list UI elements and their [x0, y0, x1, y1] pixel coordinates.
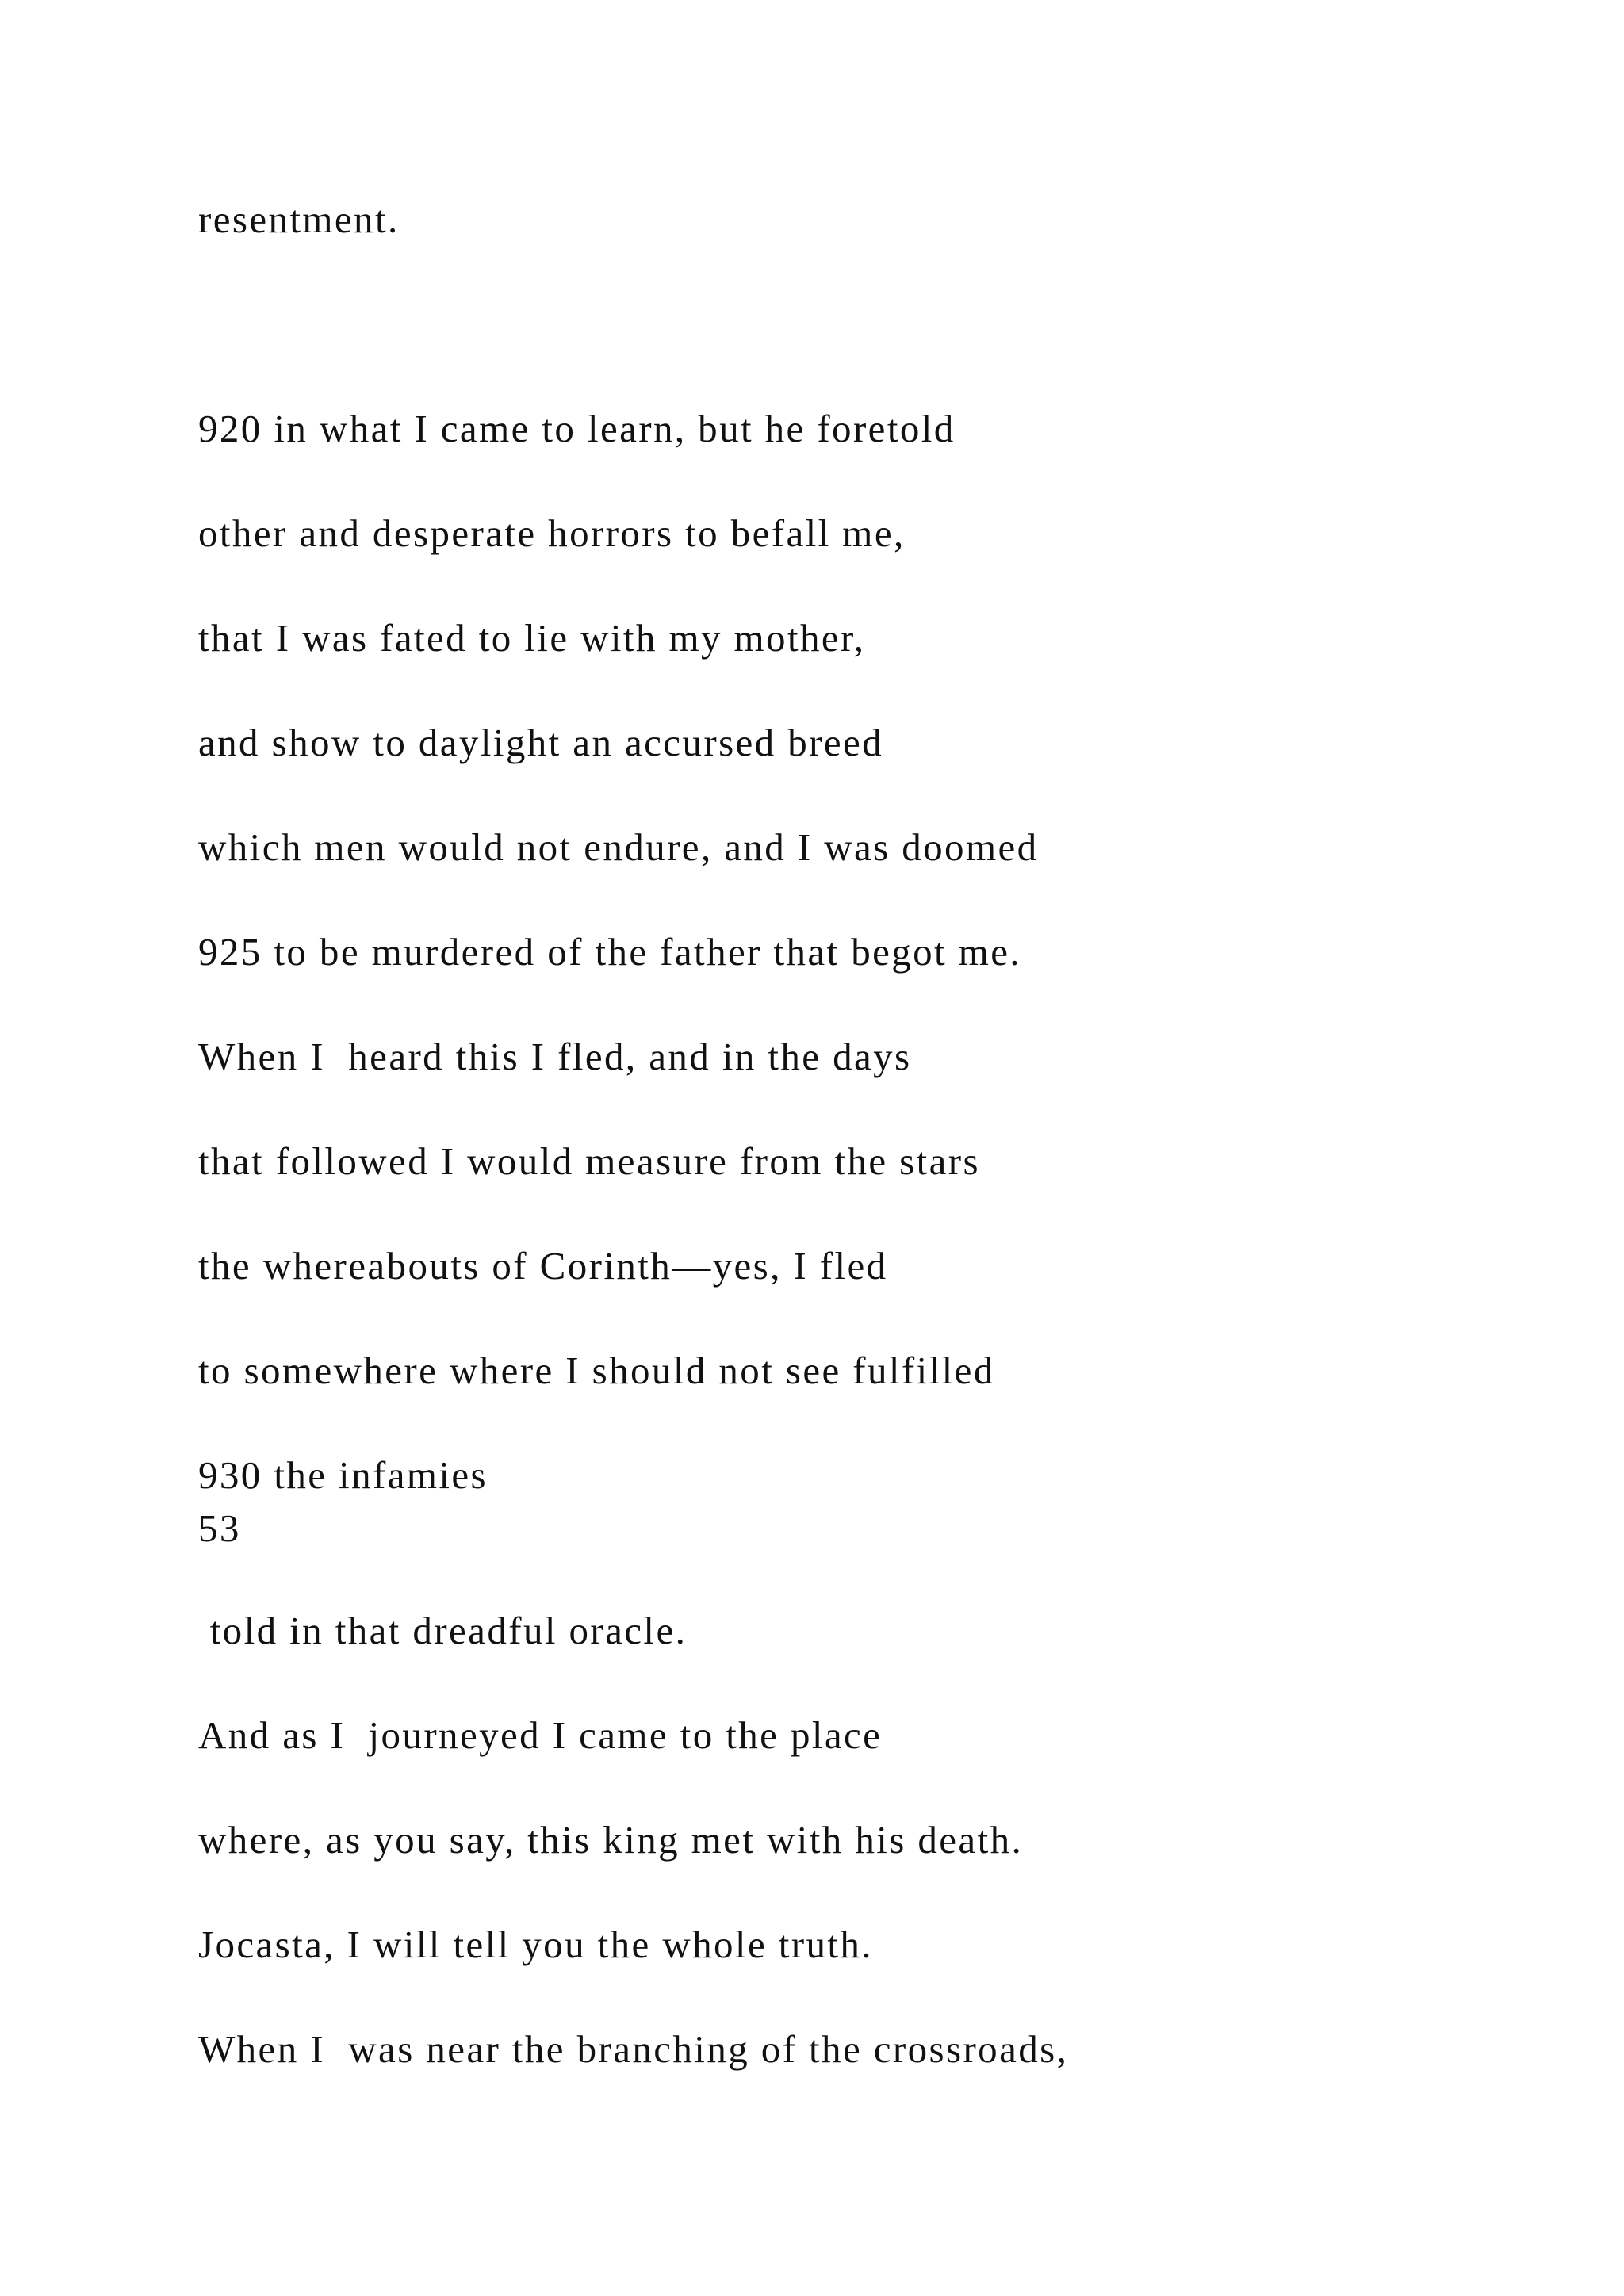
text-line: other and desperate horrors to befall me,: [198, 511, 906, 555]
text-line: which men would not endure, and I was doomed: [198, 825, 1039, 869]
text-line: 925 to be murdered of the father that begot me.: [198, 930, 1022, 974]
text-line: to somewhere where I should not see fulfilled: [198, 1349, 995, 1392]
text-line: When I heard this I fled, and in the days: [198, 1035, 912, 1078]
text-line: that I was fated to lie with my mother,: [198, 616, 866, 660]
page-number: 53: [198, 1506, 241, 1550]
text-line: 930 the infamies: [198, 1453, 488, 1497]
text-line: When I was near the branching of the crossroads,: [198, 2027, 1069, 2071]
text-line: that followed I would measure from the stars: [198, 1139, 980, 1183]
text-line: Jocasta, I will tell you the whole truth.: [198, 1923, 873, 1966]
text-line: 920 in what I came to learn, but he foretold: [198, 407, 956, 450]
text-line: the whereabouts of Corinth—yes, I fled: [198, 1244, 888, 1288]
text-line: resentment.: [198, 197, 400, 241]
text-line: where, as you say, this king met with his death.: [198, 1818, 1024, 1862]
text-line: told in that dreadful oracle.: [198, 1609, 688, 1652]
text-line: and show to daylight an accursed breed: [198, 721, 884, 764]
text-line: And as I journeyed I came to the place: [198, 1713, 883, 1757]
